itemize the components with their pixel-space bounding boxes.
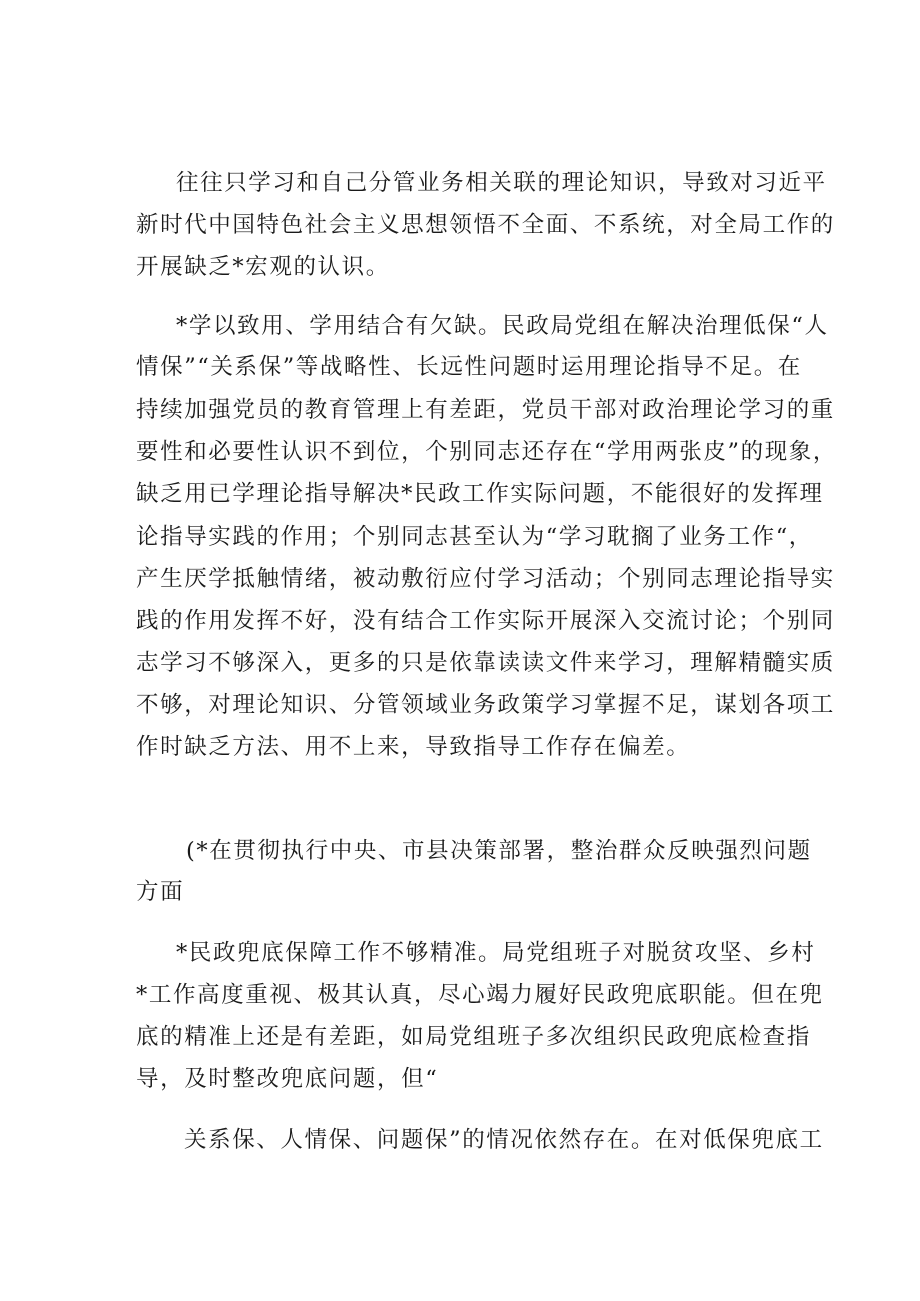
text-line: 缺乏用已学理论指导解决*民政工作实际问题，不能很好的发挥理 [136,481,824,507]
text-line: *民政兜底保障工作不够精准。局党组班子对脱贫攻坚、乡村 [176,940,816,966]
text-line: 底的精准上还是有差距，如局党组班子多次组织民政兜底检查指 [136,1024,811,1050]
text-line: 开展缺乏*宏观的认识。 [136,254,390,280]
text-line: 往往只学习和自己分管业务相关联的理论知识，导致对习近平 [176,170,827,196]
text-line: 方面 [136,879,185,905]
text-line: *工作高度重视、极其认真，尽心竭力履好民政兜底职能。但在兜 [136,982,824,1008]
text-line: 作时缺乏方法、用不上来，导致指导工作存在偏差。 [136,734,691,760]
text-line: (*在贯彻执行中央、市县决策部署，整治群众反映强烈问题 [186,838,812,864]
text-line: 导，及时整改兜底问题，但“ [136,1066,439,1092]
text-line: 不够，对理论知识、分管领域业务政策学习掌握不足，谋划各项工 [136,692,835,718]
text-line: *学以致用、学用结合有欠缺。民政局党组在解决治理低保“人 [176,313,829,339]
text-line: 关系保、人情保、问题保”的情况依然存在。在对低保兜底工 [184,1127,824,1153]
text-line: 践的作用发挥不好，没有结合工作实际开展深入交流讨论；个别同 [136,608,835,634]
text-line: 志学习不够深入，更多的只是依靠读读文件来学习，理解精髓实质 [136,650,835,676]
text-line: 产生厌学抵触情绪，被动敷衍应付学习活动；个别同志理论指导实 [136,566,835,592]
text-line: 论指导实践的作用；个别同志甚至认为“学习耽搁了业务工作“， [136,524,813,550]
text-line: 新时代中国特色社会主义思想领悟不全面、不系统，对全局工作的 [136,212,835,238]
text-line: 持续加强党员的教育管理上有差距，党员干部对政治理论学习的重 [136,397,835,423]
text-line: 要性和必要性认识不到位，个别同志还存在“学用两张皮”的现象， [136,439,838,465]
text-line: 情保”“关系保”等战略性、长远性问题时运用理论指导不足。在 [136,354,802,380]
